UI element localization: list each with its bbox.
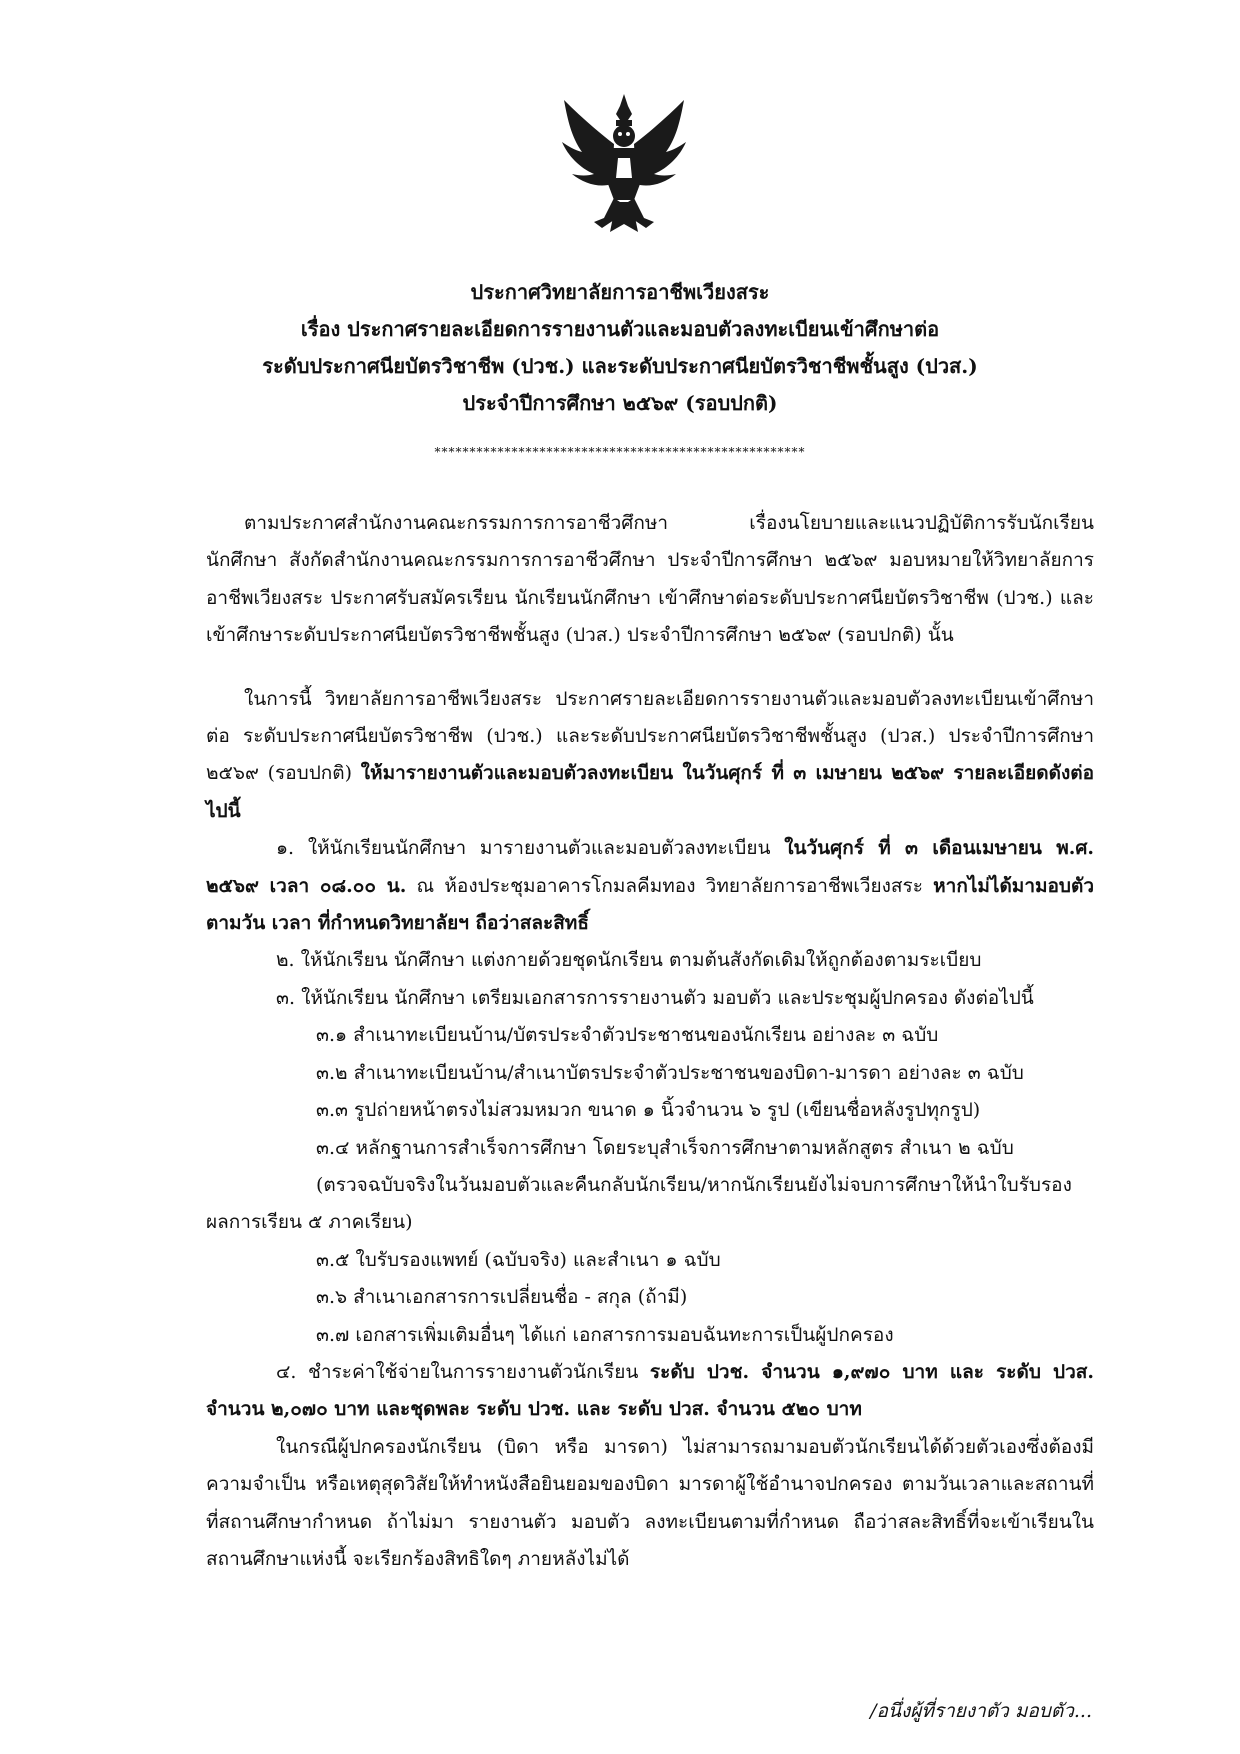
item4-fees-bold: ระดับ ปวช. จำนวน ๑,๙๗๐ บาท และ ระดับ ปวส. จำนวน ๒,๐๗๐ บาท และชุดพละ ระดับ ปวช. และ ระดับ ปวส. จำนวน ๕๒๐ บาท — [206, 1360, 1094, 1421]
details-text: ในการนี้ วิทยาลัยการอาชีพเวียงสระ ประกาศรายละเอียดการรายงานตัวและมอบตัวลงทะเบียนเข้าศึกษาต่อ ระดับประกาศนียบัตรวิชาชีพ (ปวช.) และระดับประกาศนียบัตรวิชาชีพชั้นสูง (ปวส.) ประจำปีการศึกษา ๒๕๖๙ (รอบปกติ) — [206, 687, 1094, 785]
garuda-emblem-icon — [558, 92, 690, 234]
sub31-text: ๓.๑ สำเนาทะเบียนบ้าน/บัตรประจำตัวประชาชนของนักเรียน อย่างละ ๓ ฉบับ — [316, 1024, 939, 1047]
sub36-text: ๓.๖ สำเนาเอกสารการเปลี่ยนชื่อ - สกุล (ถ้ามี) — [316, 1286, 688, 1309]
list-item-3: ๓. ให้นักเรียน นักศึกษา เตรียมเอกสารการรายงานตัว มอบตัว และประชุมผู้ปกครอง ดังต่อไปนี้ — [276, 986, 1034, 1009]
list-item-2: ๒. ให้นักเรียน นักศึกษา แต่งกายด้วยชุดนักเรียน ตามต้นสังกัดเดิมให้ถูกต้องตามระเบียบ — [276, 949, 982, 972]
sub-item-3-6 — [206, 1279, 1094, 1316]
asterisk-divider: ***************************************************** — [434, 445, 806, 459]
paragraph-details — [206, 681, 1094, 831]
document-body — [206, 505, 1094, 1578]
sub35-text: ๓.๕ ใบรับรองแพทย์ (ฉบับจริง) และสำเนา ๑ ฉบับ — [316, 1248, 721, 1271]
continuation-note: /อนึ่งผู้ที่รายงาตัว มอบตัว... — [870, 1700, 1092, 1722]
sub-item-3-4 — [206, 1130, 1094, 1167]
item4-text: ๔. ชำระค่าใช้จ่ายในการรายงานตัวนักเรียน — [276, 1360, 650, 1383]
item1-venue-text: ณ ห้องประชุมอาคารโกมลคีมทอง วิทยาลัยการอาชีพเวียงสระ — [406, 874, 934, 897]
announcement-header — [0, 274, 1240, 422]
sub-item-3-4-note: (ตรวจฉบับจริงในวันมอบตัวและคืนกลับนักเรียน/หากนักเรียนยังไม่จบการศึกษาให้นำใบรับรองผลการเรียน ๕ ภาคเรียน) — [206, 1173, 1072, 1234]
header-year: ประจำปีการศึกษา ๒๕๖๙ (รอบปกติ) — [462, 391, 778, 415]
item1-date-bold: ในวันศุกร์ ที่ ๓ เดือนเมษายน พ.ศ. ๒๕๖๙ เวลา ๐๘.๐๐ น. — [206, 837, 1095, 897]
list-item-4 — [206, 1354, 1094, 1429]
paragraph-guardian: ในกรณีผู้ปกครองนักเรียน (บิดา หรือ มารดา) ไม่สามารถมามอบตัวนักเรียนได้ด้วยตัวเองซึ่งต้องมีความจำเป็น หรือเหตุสุดวิสัยให้ทำหนังสือยินยอมของบิดา มารดาผู้ใช้อำนาจปกครอง ตามวันเวลาและสถานที่ที่สถานศึกษากำหนด ถ้าไม่มา รายงานตัว มอบตัว ลงทะเบียนตามที่กำหนด ถือว่าสละสิทธิ์ที่จะเข้าเรียนในสถานศึกษาแห่งนี้ จะเรียกร้องสิทธิใดๆ ภายหลังไม่ได้ — [206, 1435, 1094, 1570]
header-levels: ระดับประกาศนียบัตรวิชาชีพ (ปวช.) และระดับประกาศนียบัตรวิชาชีพชั้นสูง (ปวส.) — [262, 354, 978, 378]
sub-item-3-2 — [206, 1055, 1094, 1092]
sub37-text: ๓.๗ เอกสารเพิ่มเติมอื่นๆ ได้แก่ เอกสารการมอบฉันทะการเป็นผู้ปกครอง — [316, 1323, 894, 1346]
details-bold-text: ให้มารายงานตัวและมอบตัวลงทะเบียน ในวันศุกร์ ที่ ๓ เมษายน ๒๕๖๙ รายละเอียดดังต่อไปนี้ — [206, 762, 1094, 822]
sub-item-3-5 — [206, 1242, 1094, 1279]
sub33-text: ๓.๓ รูปถ่ายหน้าตรงไม่สวมหมวก ขนาด ๑ นิ้วจำนวน ๖ รูป (เขียนชื่อหลังรูปทุกรูป) — [316, 1099, 981, 1122]
sub32-text: ๓.๒ สำเนาทะเบียนบ้าน/สำเนาบัตรประจำตัวประชาชนของบิดา-มารดา อย่างละ ๓ ฉบับ — [316, 1061, 1024, 1084]
item1-warning-bold: หากไม่ได้มามอบตัวตามวัน เวลา ที่กำหนดวิทยาลัยฯ ถือว่าสละสิทธิ์ — [206, 874, 1094, 935]
header-title: ประกาศวิทยาลัยการอาชีพเวียงสระ — [470, 280, 770, 304]
sub-item-3-3 — [206, 1092, 1094, 1129]
sub-item-3-1 — [206, 1017, 1094, 1054]
list-item-1 — [206, 830, 1094, 942]
sub-item-3-7 — [206, 1317, 1094, 1354]
paragraph-intro: ตามประกาศสำนักงานคณะกรรมการการอาชีวศึกษา เรื่องนโยบายและแนวปฏิบัติการรับนักเรียน นักศึกษา สังกัดสำนักงานคณะกรรมการการอาชีวศึกษา ประจำปีการศึกษา ๒๕๖๙ มอบหมายให้วิทยาลัยการอาชีพเวียงสระ ประกาศรับสมัครเรียน นักเรียนนักศึกษา เข้าศึกษาต่อระดับประกาศนียบัตรวิชาชีพ (ปวช.) และเข้าศึกษาระดับประกาศนียบัตรวิชาชีพชั้นสูง (ปวส.) ประจำปีการศึกษา ๒๕๖๙ (รอบปกติ) นั้น — [206, 512, 1094, 647]
sub34-text: ๓.๔ หลักฐานการสำเร็จการศึกษา โดยระบุสำเร็จการศึกษาตามหลักสูตร สำเนา ๒ ฉบับ — [316, 1136, 1014, 1159]
header-subject: เรื่อง ประกาศรายละเอียดการรายงานตัวและมอบตัวลงทะเบียนเข้าศึกษาต่อ — [300, 317, 940, 341]
item1-text: ๑. ให้นักเรียนนักศึกษา มารายงานตัวและมอบตัวลงทะเบียน — [276, 837, 785, 860]
